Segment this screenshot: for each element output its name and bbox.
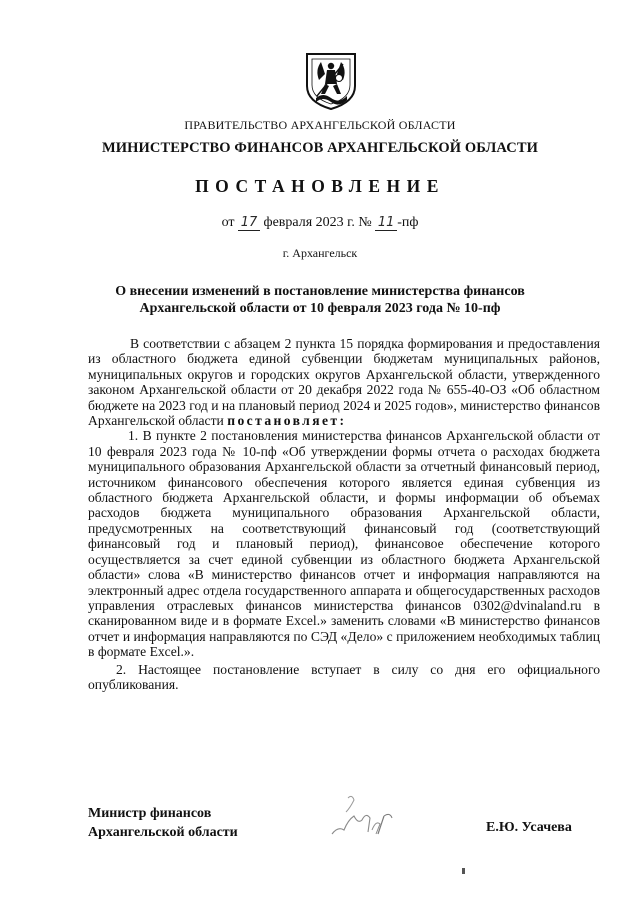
coat-of-arms-icon — [303, 52, 359, 110]
document-type: ПОСТАНОВЛЕНИЕ — [195, 176, 445, 196]
paragraph-item-1: 1. В пункте 2 постановления министерства финансов Архангельской области от 10 февраля 2023 года № 10-пф «Об утверждении формы отчета о расходах бюджета муниципального образования Архангельской области за отчетный финансовый период, источником финансового обеспечения которого является единая субвенция из областного бюджета Архангельской области, и формы информации об объемах расходов бюджета муниципального образования Архангельской области, предусмотренных на соответствующий финансовый год (соответствующий финансовый год и плановый период), финансовое обеспечение которого осуществляется за счет единой субвенции из областного бюджета Архангельской области» слова «В министерство финансов отчет и информация направляются на электронный адрес отдела государственного аппарата и общегосударственных расходов управления отраслевых финансов министерства финансов 0302@dvinaland.ru в сканированном виде и в формате Excel.» заменить словами «В министерство финансов отчет и информация направляются по СЭД «Дело» с приложением необходимых таблиц в формате Excel.». — [88, 428, 600, 660]
subject-line-1: О внесении изменений в постановление министерства финансов — [115, 284, 525, 299]
date-line — [0, 215, 640, 231]
document-body — [88, 336, 600, 692]
city: г. Архангельск — [282, 246, 358, 260]
document-number: 11 — [375, 216, 397, 231]
paragraph-preamble — [88, 336, 600, 428]
date-day: 17 — [238, 216, 260, 231]
paragraph-item-2: 2. Настоящее постановление вступает в силу со дня его официального опубликования. — [88, 661, 600, 692]
subject-title — [0, 283, 640, 317]
subject-line-2: Архангельской области от 10 февраля 2023 года № 10-пф — [139, 301, 501, 316]
date-month-year: февраля 2023 г. № — [263, 215, 372, 230]
ministry-heading: МИНИСТЕРСТВО ФИНАНСОВ АРХАНГЕЛЬСКОЙ ОБЛАСТИ — [102, 140, 538, 156]
date-prefix: от — [221, 215, 235, 230]
signatory-title-line-1: Министр финансов — [88, 806, 212, 821]
preamble-text: В соответствии с абзацем 2 пункта 15 порядка формирования и предоставления из областного бюджета единой субвенции бюджетам муниципальных районов, муниципальных округов и городских округов Архангельской области, утвержденного законом Архангельской области от 20 декабря 2022 года № 655-40-ОЗ «Об областном бюджете на 2023 год и на плановый период 2024 и 2025 годов», министерство финансов Архангельской области — [88, 336, 600, 429]
signatory-title-line-2: Архангельской области — [88, 825, 238, 840]
government-heading: ПРАВИТЕЛЬСТВО АРХАНГЕЛЬСКОЙ ОБЛАСТИ — [184, 118, 456, 132]
signatory-name: Е.Ю. Усачева — [486, 820, 572, 835]
decree-word: постановляет: — [227, 413, 347, 429]
document-number-suffix: -пф — [397, 215, 419, 230]
scan-mark — [462, 868, 465, 874]
handwritten-signature — [318, 790, 408, 840]
signatory-title — [88, 804, 238, 842]
